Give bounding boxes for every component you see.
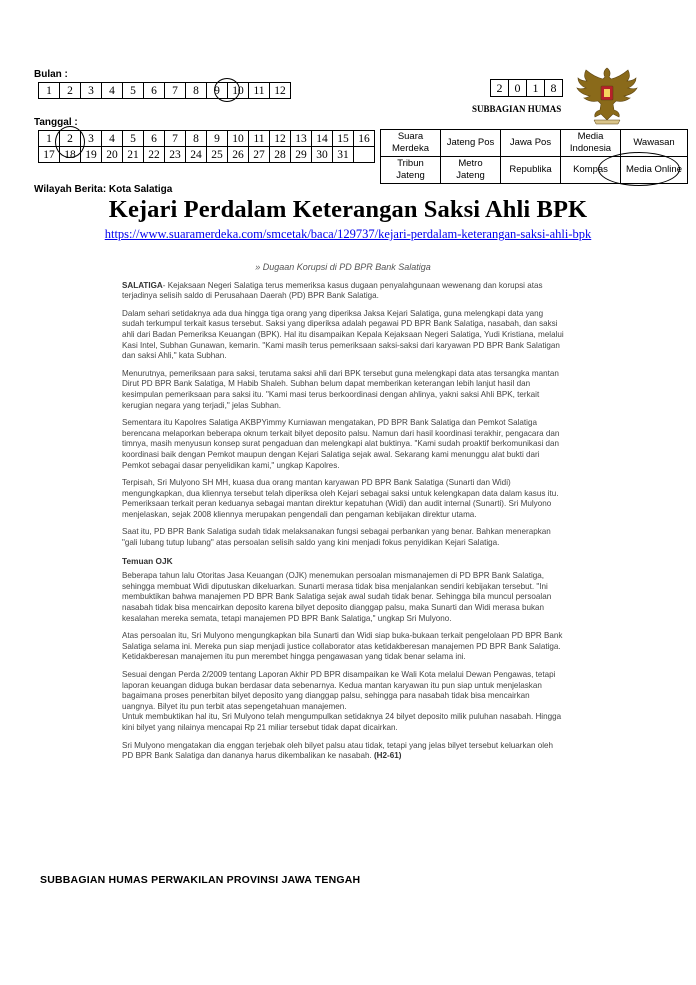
- year-digit-cell: 1: [527, 80, 545, 97]
- media-cell: Republika: [501, 157, 561, 184]
- year-digit-cell: 0: [509, 80, 527, 97]
- media-cell: Media Indonesia: [561, 130, 621, 157]
- day-cell: 17: [39, 147, 60, 163]
- dateline: SALATIGA: [122, 280, 163, 290]
- department-title: SUBBAGIAN HUMAS: [472, 104, 562, 114]
- paragraph: Dalam sehari setidaknya ada dua hingga tiga orang yang diperiksa Jaksa Kejari Salatiga, guna melengkapi data yang sudah terkumpul terkait kasus tersebut. Saksi yang diperiksa adalah pegawai PD BPR Bank Salatiga, nasabah, dan saksi ahli dari Badan Pemeriksa Keuangan (BPK). Hal itu disampaikan Kepala Kejaksaan Negeri Salatiga, Yudi Kristiana, melalui Kasi Intel, Subhan Gunawan, kemarin. "Kami masih terus pemeriksaan saksi-saksi dari karyawan PD BPR Bank Salatigan dan saksi Ahli," kata Subhan.: [122, 308, 564, 361]
- source-link[interactable]: https://www.suaramerdeka.com/smcetak/baca/129737/kejari-perdalam-keterangan-saksi-ahli-bpk: [104, 227, 592, 241]
- day-cell: 15: [333, 131, 354, 147]
- paragraph: Untuk membuktikan hal itu, Sri Mulyono telah mengumpulkan setidaknya 24 bilyet deposito milik puluhan nasabah. Hingga kini bilyet yang nilainya mencapai Rp 21 miliar tersebut tidak dapat dicairkan.: [122, 712, 562, 732]
- month-grid: [38, 82, 291, 99]
- day-cell: 20: [102, 147, 123, 163]
- day-cell: 19: [81, 147, 102, 163]
- day-cell: 22: [144, 147, 165, 163]
- month-cell: 2: [60, 83, 81, 99]
- day-cell: 26: [228, 147, 249, 163]
- day-cell: 14: [312, 131, 333, 147]
- paragraph: Menurutnya, pemeriksaan para saksi, terutama saksi ahli dari BPK tersebut guna melengkapi data atas tersangka mantan Dirut PD BPR Bank Salatiga, M Habib Shaleh. Subhan belum dapat memberikan keterangan lebih lanjut hasil dan kesimpulan pemeriksaan para saksi itu. "Kami masi terus berkoordinasi dengan ahlinya, yakni saksi Ahli BPK, terkait kerugian negara yang terjadi," jelas Subhan.: [122, 368, 559, 410]
- day-cell: 4: [102, 131, 123, 147]
- paragraph: Sri Mulyono mengatakan dia enggan terjebak oleh bilyet palsu atau tidak, tetapi yang jelas bilyet tersebut keluarkan oleh PD BPR Bank Salatiga dan dananya harus dikembalikan ke nasabah. (H2-61): [122, 740, 554, 761]
- month-cell: 3: [81, 83, 102, 99]
- month-cell: 9: [207, 83, 228, 99]
- day-cell: 29: [291, 147, 312, 163]
- day-cell: 27: [249, 147, 270, 163]
- day-cell: 21: [123, 147, 144, 163]
- day-cell: 1: [39, 131, 60, 147]
- media-selection-circle: [598, 152, 680, 186]
- media-cell: Jateng Pos: [441, 130, 501, 157]
- month-cell: 8: [186, 83, 207, 99]
- paragraph: Saat itu, PD BPR Bank Salatiga sudah tidak melaksanakan fungsi sebagai perbankan yang benar. Bahkan menerapkan "gali lubang tutup lubang" atas persoalan selisih saldo yang kini menjadi fokus penyidikan Kejari Salatiga.: [122, 527, 551, 548]
- day-cell: 2: [60, 131, 81, 147]
- day-cell: 5: [123, 131, 144, 147]
- day-cell: 30: [312, 147, 333, 163]
- year-grid: [490, 79, 563, 97]
- article-subtitle: » Dugaan Korupsi di PD BPR Bank Salatiga: [255, 262, 431, 272]
- year-digit-cell: 8: [545, 80, 563, 97]
- day-cell: 28: [270, 147, 291, 163]
- day-cell: 3: [81, 131, 102, 147]
- day-cell: [354, 147, 375, 163]
- section-heading: Temuan OJK: [122, 555, 173, 566]
- day-cell: 8: [186, 131, 207, 147]
- day-cell: 10: [228, 131, 249, 147]
- media-cell: Media Online: [621, 157, 688, 184]
- article-body: [122, 262, 564, 769]
- month-cell: 6: [144, 83, 165, 99]
- day-cell: 13: [291, 131, 312, 147]
- day-cell: 23: [165, 147, 186, 163]
- garuda-emblem-icon: [574, 64, 640, 126]
- paragraph: SALATIGA- Kejaksaan Negeri Salatiga terus memeriksa kasus dugaan penyalahgunaan wewenang dan korupsi atas terjadinya selisih saldo di Perusahaan Daerah (PD) BPR Bank Salatiga.: [122, 280, 543, 301]
- month-cell: 10: [228, 83, 249, 99]
- media-cell: Wawasan: [621, 130, 688, 157]
- paragraph: Sementara itu Kapolres Salatiga AKBPYimmy Kurniawan mengatakan, PD BPR Bank Salatiga dan Pemkot Salatiga berencana melaporkan beberapa oknum terkait bilyet deposito palsu. Namun dari hasil koordinasi terakhir, pengacara dan timnya, masih menyusun konsep surat pengaduan dan melengkapi alat buktinya. "Kami sudah proaktif berkomunikasi dan koordinasi baik dengan Pemkot maupun dengan Kejari Salatiga sejak awal. Sekarang kami menunggu alat bukti dari Pemkot sebagai dasar penyelidikan kami," ungkap Kapolres.: [122, 418, 560, 470]
- day-cell: 7: [165, 131, 186, 147]
- month-cell: 11: [249, 83, 270, 99]
- day-cell: 18: [60, 147, 81, 163]
- day-cell: 12: [270, 131, 291, 147]
- day-selection-circle: [55, 126, 85, 158]
- paragraph: Beberapa tahun lalu Otoritas Jasa Keuangan (OJK) menemukan persoalan mismanajemen di PD BPR Bank Salatiga, sehingga membuat Widi diputuskan dikeluarkan. Sunarti merasa tidak bisa menjalankan sendiri kebijakan tersebut. "Ini membuktikan bahwa manajemen PD BPR Bank Salatiga sejak awal sudah tidak benar. Sehingga bila muncul persoalan nasabah tidak bisa mencairkan deposito karena bilyet deposito dianggap palsu, maka Sunarti dan Widi merasa bukan kesalahan mereka semata, tetapi manajemen PD BPR Bank Salatiga," ungkap Sri Mulyono.: [122, 571, 552, 623]
- year-digit-cell: 2: [491, 80, 509, 97]
- month-cell: 7: [165, 83, 186, 99]
- media-cell: Tribun Jateng: [381, 157, 441, 184]
- day-grid: [38, 130, 375, 163]
- bulan-label: Bulan :: [34, 69, 68, 80]
- day-cell: 16: [354, 131, 375, 147]
- wilayah-berita: Wilayah Berita: Kota Salatiga: [34, 184, 173, 195]
- tanggal-label: Tanggal :: [34, 117, 78, 128]
- media-cell: Jawa Pos: [501, 130, 561, 157]
- month-cell: 1: [39, 83, 60, 99]
- headline: Kejari Perdalam Keterangan Saksi Ahli BPK: [108, 196, 588, 223]
- author-tag: (H2-61): [373, 751, 402, 761]
- paragraph: Atas persoalan itu, Sri Mulyono mengungkapkan bila Sunarti dan Widi siap buka-bukaan terkait pengelolaan PD BPR Bank Salatiga selama ini. Mereka pun siap menjadi justice collaborator atas ketidakberesan manajemen PD BPR Bank Salatiga. Ketidakberesan manajemen itu pun merembet hingga pengawasan yang tidak benar selama ini.: [122, 631, 563, 662]
- media-cell: Metro Jateng: [441, 157, 501, 184]
- month-cell: 5: [123, 83, 144, 99]
- day-cell: 25: [207, 147, 228, 163]
- month-cell: 12: [270, 83, 291, 99]
- month-cell: 4: [102, 83, 123, 99]
- day-cell: 11: [249, 131, 270, 147]
- day-cell: 31: [333, 147, 354, 163]
- day-cell: 6: [144, 131, 165, 147]
- day-cell: 24: [186, 147, 207, 163]
- footer-title: SUBBAGIAN HUMAS PERWAKILAN PROVINSI JAWA TENGAH: [40, 874, 361, 886]
- media-cell: Kompas: [561, 157, 621, 184]
- month-selection-circle: [214, 78, 240, 102]
- paragraph: Sesuai dengan Perda 2/2009 tentang Laporan Akhir PD BPR disampaikan ke Wali Kota melalui Dewan Pengawas, tetapi laporan keuangan diduga bukan berdasar data sebenarnya. Kedua mantan karyawan itu pun siap untuk menjelaskan bagaimana proses penerbitan bilyet deposito yang dianggap palsu, sehingga para nasabah tidak bisa mencairkan uangnya. Bilyet itu pun terbit atas sepengetahuan manajemen.: [122, 670, 556, 711]
- paragraph: Terpisah, Sri Mulyono SH MH, kuasa dua orang mantan karyawan PD BPR Bank Salatiga (Sunarti dan Widi) mengungkapkan, dua kliennya tersebut telah diperiksa oleh Kejari sebagai saksi untuk kelengkapan data dalam kasus itu. Pemeriksaan terkait peran keduanya sebagai mantan direktur kepatuhan (Widi) dan audit internal (Sunarti). Sri Mulyono menjelaskan, sejak 2008 kliennya merupakan pengendali dan pengaman kebijakan direktur utama.: [122, 478, 559, 519]
- media-cell: Suara Merdeka: [381, 130, 441, 157]
- day-cell: 9: [207, 131, 228, 147]
